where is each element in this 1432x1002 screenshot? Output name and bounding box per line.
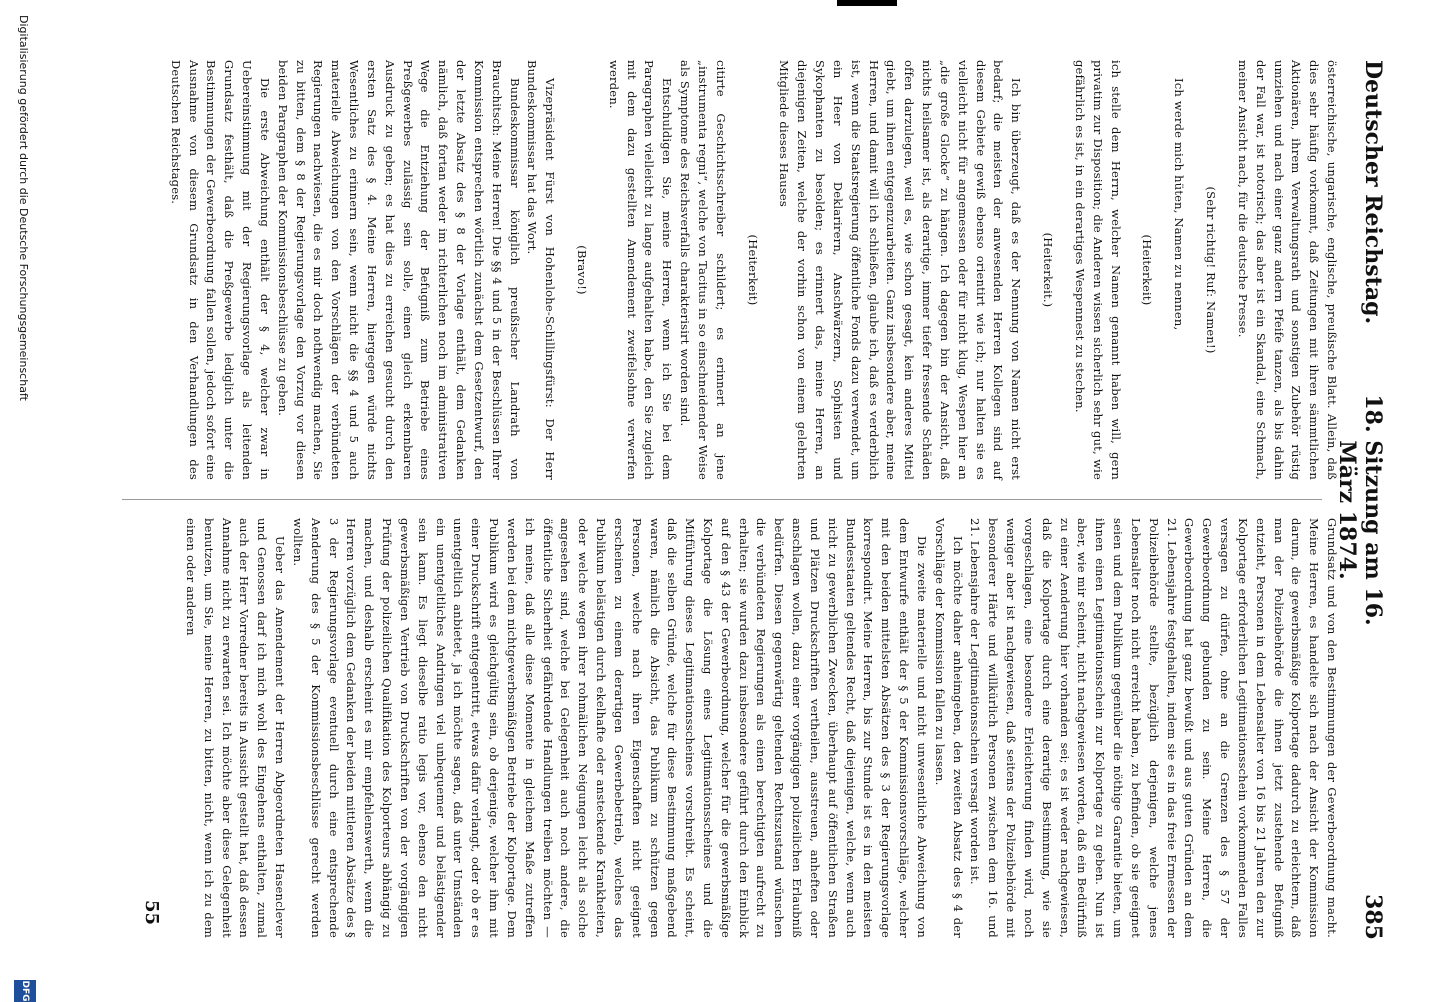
paragraph: Vizepräsident Fürst von Hohenlohe-Schillingsfürst: Der Herr Bundeskommissar hat das Wort. — [525, 60, 558, 480]
signature-mark: 55 — [141, 900, 162, 926]
paragraph: Entschuldigen Sie, meine Herren, wenn ich Sie bei dem Paragraphen vielleicht zu lange aufgehalten habe, den Sie zugleich mit dem dazu gestellten Amendement zweifelsohne verwerfen werden. — [606, 60, 675, 480]
paragraph: Bundeskommissar königlich preußischer Landrath von Brauchitsch: Meine Herren! Die §§ 4 und 5 in der Beschlüssen Ihrer Kommission entsprechen wörtlich zunächst dem Gesetzentwurf, den der letzte Absatz des § 8 der Vorlage enthält, dem Gedanken nämlich, daß fortan weder im richterlichen noch im administrativen Wege die Entziehung der Befugniß zum Betriebe eines Preßgewerbes zulässig sein solle, einen gleich erkennbaren Ausdruck zu geben; es hat dies zu erreichen gesucht durch den ersten Satz des § 4. Meine Herren, hiergegen würde nichts Wesentliches zu erinnern sein, wenn nicht die §§ 4 und 5 auch materielle Abweichungen von den Vorschlägen der verbündeten Regierungen nachwiesen, die es mir doch nothwendig machen, Sie zu bitten, dem § 8 der Regierungsvorlage den Vorzug vor diesen beiden Paragraphen der Kommissionsbeschlüsse zu geben. — [275, 60, 522, 480]
interjection: (Heiterkeit) — [1140, 234, 1155, 306]
right-column — [100, 518, 1340, 938]
interjection: (Heiterkeit.) — [1041, 232, 1056, 308]
left-column — [100, 60, 1340, 480]
paragraph: citirte Geschichtsschreiber schildert; es erinnert an jene „instrumenta regni“, welche von Tacitus in so einschneidender Weise als Symptome des Reichsverfalls charakterisirt worden sind. — [678, 60, 728, 480]
session-title: 18. Sitzung am 16. März 1874. — [1334, 394, 1386, 626]
paragraph: Ich möchte daher anheimgeben, den zweiten Absatz des § 4 der Vorschläge der Kommission fallen zu lassen. — [932, 518, 965, 938]
interjection: (Sehr richtig! Ruf: Namen!) — [1204, 186, 1219, 354]
paragraph: Ich werde mich hüten, Namen zu nennen, — [1172, 78, 1187, 331]
paragraph: Die erste Abweichung enthält der § 4, welcher zwar in Uebereinstimmung mit der Regierungsvorlage als leitenden Grundsatz festhält, daß die Preßgewerbe lediglich unter die Bestimmungen der Gewerbeordnung fallen sollen, jedoch sofort eine Ausnahme von diesem Grundsatz in den Verhandlungen des Deutschen Reichstages. — [168, 60, 272, 480]
page-header — [1334, 60, 1392, 940]
paragraph: österreichische, ungarische, englische, preußische Blatt. Allein, daß dies sehr häufig vorkommt, daß Zeitungen mit ihren sämmtlichen Aktionären, ihrem Verwaltungsrath und sonstigen Zubehör rüstig umziehen und nach einer ganz andern Pfeife tanzen, als bis dahin der Fall war, ist notorisch; das aber ist ein Skandal, eine Schmach, meiner Ansicht nach, für die deutsche Presse. — [1235, 60, 1339, 480]
dfg-logo-icon: DFG — [14, 980, 36, 1002]
paragraph: Die zweite materielle und nicht unwesentliche Abweichung von dem Entwurfe enthält der § 5 der Kommissionsvorschläge, welcher mit den beiden mittelsten Absätzen des § 3 der Regierungsvorlage korrespondirt. Meine Herren, bis zur Stunde ist es in den meisten Bundesstaaten geltendes Recht, daß diejenigen, welche, wenn auch nicht zu gewerblichen Zwecken, überhaupt auf öffentlichen Straßen und Plätzen Druckschriften vertheilen, ausstreuen, anheften oder anschlagen wollen, dazu einer vorgängigen polizeilichen Erlaubniß bedürfen. Diesen gegenwärtig geltenden Rechtszustand wünschen die verbündeten Regierungen als einen berechtigten aufrecht zu erhalten; sie wurden dazu insbesondere geführt durch den Einblick auf den § 43 der Gewerbeordnung, welcher für die gewerbsmäßige Kolportage die Lösung eines Legitimationsscheines und die Mitführung dieses Legitimationsscheines vorschreibt. Es scheint, daß die selben Gründe, welche für diese Bestimmung maßgebend waren, nämlich die Absicht, das Publikum zu schützen gegen Personen, welche nach ihren Eigenschaften nicht geeignet erscheinen zu einem derartigen Gewerbebetrieb, welches das Publikum belästigen durch ekelhafte oder ansteckende Krankheiten, oder welche wegen ihrer rohmälichen Neigungen leicht als solche angesehen sind, welche bei Gelegenheit auch noch andere, die öffentliche Sicherheit gefährdende Handlungen treiben möchten — ich meine, daß alle diese Momente in gleichem Maße zutreffen werden bei dem nichtgewerbsmäßigen Betriebe der Kolportage. Dem Publikum wird es gleichgültig sein, ob derjenige, welcher ihm mit einer Druckschrift entgegentritt, etwas dafür verlangt, oder ob er es unentgeltlich anbietet, ja ich möchte sagen, daß unter Umständen ein unentgeltliches Andringen viel unbequemer und belästigender sein kann. Es liegt dieselbe ratio legis vor, ebenso den nicht gewerbsmäßigen Vertrieb von Druckschriften von der vorgängigen Prüfung der polizeilichen Qualifikation des Kolporteurs abhängig zu machen, und deshalb erscheint es mir empfehlenswerth, wenn die Herren vorzüglich dem Gedanken der beiden mittleren Absätze des § 3 der Regierungsvorlage eventuell durch eine entsprechende Aenderung des § 5 der Kommissionsbeschlüsse gerecht werden wollten. — [290, 518, 929, 938]
interjection: (Heiterkeit) — [745, 234, 760, 306]
scan-edge-mark — [837, 0, 897, 6]
digitization-credit: Digitalisierung gefördert durch die Deutsche Forschungsgemeinschaft — [17, 15, 30, 401]
paragraph: ich stelle dem Herrn, welcher Namen genannt haben will, gern privatim zur Disposition; die Anderen wissen sicherlich sehr gut, wie gefährlich es ist, in ein derartiges Wespennest zu stechen. — [1072, 60, 1123, 480]
column-divider — [122, 499, 1322, 500]
paragraph: Ich bin überzeugt, daß es der Nennung von Namen nicht erst bedarf; die meisten der anwesenden Herren Kollegen sind auf diesem Gebiete gewiß ebenso orientirt wie ich; nur halten sie es vielleicht nicht für angemessen oder für nicht klug, Wespen hier an „die große Glocke“ zu hängen. Ich dagegen bin der Ansicht, daß nichts heilsamer ist, als derartige, immer tiefer fressende Schäden offen darzulegen, weil es, wie schon gesagt, kein anderes Mittel giebt, um ihnen entgegenzuarbeiten. Ganz insbesondere aber, meine Herren, und damit will ich schließen, glaube ich, daß es verderblich ist, wenn die Staatsregierung öffentliche Fonds dazu verwendet, um ein Heer von Deklarirern, Anschwärzern, Sophisten und Sykophanten zu besolden; es erinnert das, meine Herren, an diejenigen Zeiten, welche der vorhin schon von einem gelehrten Mitgliede dieses Hauses — [777, 60, 1024, 480]
interjection: (Bravo!) — [575, 245, 590, 295]
publication-title: Deutscher Reichstag. — [1360, 60, 1386, 325]
paragraph: Ueber das Amendement der Herren Abgeordneten Hasenclever und Genossen darf ich mich wohl des Eingehens enthalten, zumal auch der Herr Vorredner bereits in Aussicht gestellt hat, daß dessen Annahme nicht zu erwarten sei. Ich möchte aber diese Gelegenheit benutzen, um Sie, meine Herren, zu bitten, nicht, wenn ich zu dem einen oder anderen — [184, 518, 288, 938]
paragraph: Grundsatz und von den Bestimmungen der Gewerbeordnung macht. Meine Herren, es handelte sich nach der Ansicht der Kommission darum, die gewerbsmäßige Kolportage dadurch zu erleichtern, daß man der Polizeibehörde die ihnen jetzt zustehende Befugniß entzieht, Personen in dem Lebensalter von 16 bis 21 Jahren den zur Kolportage erforderlichen Legitimationsschein vorkommenden Falles versagen zu dürfen, ohne an die Grenzen des § 57 der Gewerbeordnung gebunden zu sein. Meine Herren, die Gewerbeordnung hat ganz bewußt und aus guten Gründen an dem 21. Lebensjahre festgehalten, indem sie es in das freie Ermessen der Polizeibehörde stellte, bezüglich derjenigen, welche jenes Lebensalter noch nicht erreicht haben, zu befinden, ob sie geeignet seien und dem Publikum gegenüber die nöthige Garantie bieten, um ihnen einen Legitimationsschein zur Kolportage zu geben. Nun ist aber, wie mir scheint, nicht nachgewiesen worden, daß ein Bedürfniß zu einer Aenderung hier vorhanden sei; es ist weder nachgewiesen, daß die Kolportage durch eine derartige Bestimmung, wie sie vorgeschlagen, eine besondere Erleichterung finden wird, noch weniger aber ist nachgewiesen, daß seitens der Polizeibehörde mit besonderer Härte und willkürlich Personen zwischen dem 16. und 21. Lebensjahre der Legitimationsschein versagt worden ist. — [968, 518, 1339, 938]
page-number: 385 — [1360, 894, 1386, 940]
